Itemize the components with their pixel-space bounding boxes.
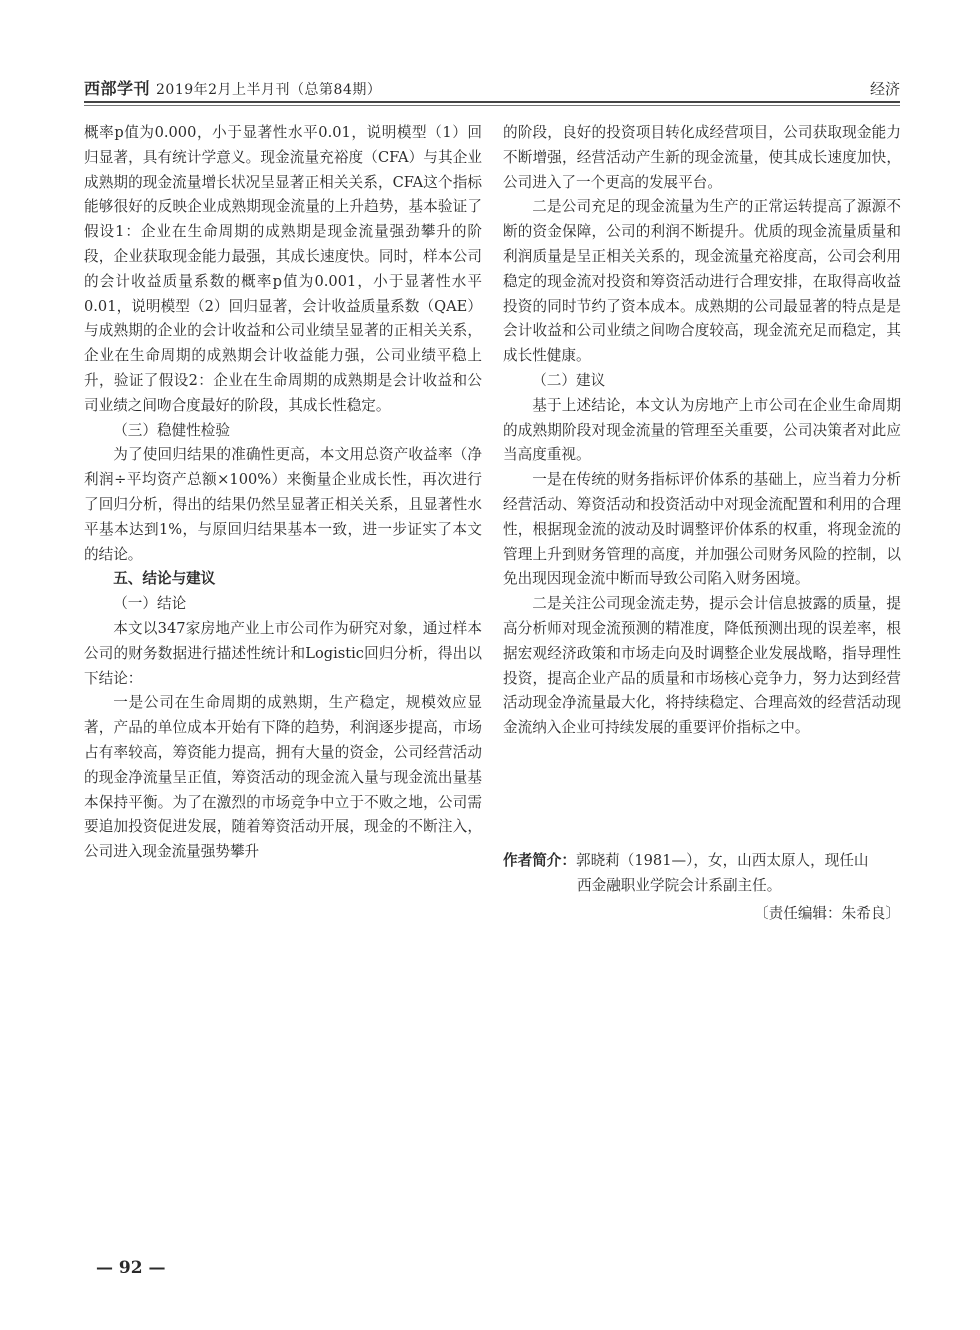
subsection-heading-conclusion: （一）结论 bbox=[113, 595, 187, 613]
section-name: 经济 bbox=[869, 80, 900, 98]
right-column bbox=[503, 121, 901, 741]
paragraph: 二是公司充足的现金流量为生产的正常运转提高了源源不断的资金保障，公司的利润不断提升。优质的现金流量质量和利润质量是呈正相关关系的，现金流量充裕度高，公司会利用稳定的现金流对投资和筹资活动进行合理安排，在取得高收益投资的同时节约了资本成本。成熟期的公司最显著的特点是是会计收益和公司业绩之间吻合度较高，现金流充足而稳定，其成长性健康。 bbox=[503, 198, 901, 365]
header-left bbox=[84, 76, 381, 99]
paragraph: 的阶段，良好的投资项目转化成经营项目，公司获取现金能力不断增强，经营活动产生新的现金流量，使其成长速度加快，公司进入了一个更高的发展平台。 bbox=[503, 124, 901, 191]
author-bio-label: 作者简介： bbox=[503, 852, 576, 869]
subsection-heading-robustness: （三）稳健性检验 bbox=[113, 421, 230, 439]
paragraph: 概率p值为0.000，小于显著性水平0.01，说明模型（1）回归显著，具有统计学意义。现金流量充裕度（CFA）与其企业成熟期的现金流量增长状况呈显著正相关关系，CFA这个指标能够很好的反映企业成熟期现金流量的上升趋势，基本验证了假设1：企业在生命周期的成熟期是现金流量强劲攀升的阶段，企业获取现金能力最强，其成长速度快。同时，样本公司的会计收益质量系数的概率p值为0.001，小于显著性水平0.01，说明模型（2）回归显著，会计收益质量系数（QAE）与成熟期的企业的会计收益和公司业绩呈显著的正相关关系，企业在生命周期的成熟期会计收益能力强，公司业绩平稳上升，验证了假设2：企业在生命周期的成熟期是会计收益和公司业绩之间吻合度最好的阶段，其成长性稳定。 bbox=[84, 124, 482, 414]
paragraph: 本文以347家房地产业上市公司作为研究对象，通过样本公司的财务数据进行描述性统计和Logistic回归分析，得出以下结论： bbox=[84, 619, 482, 687]
subsection-heading-suggestions: （二）建议 bbox=[532, 371, 606, 389]
author-bio bbox=[503, 848, 901, 898]
author-bio-line1: 郭晓莉（1981—），女，山西太原人，现任山 bbox=[575, 852, 869, 869]
paragraph: 一是公司在生命周期的成熟期，生产稳定，规模效应显著，产品的单位成本开始有下降的趋势，利润逐步提高，市场占有率较高，筹资能力提高，拥有大量的资金，公司经营活动的现金净流量呈正值，筹资活动的现金流入量与现金流出量基本保持平衡。为了在激烈的市场竞争中立于不败之地，公司需要追加投资促进发展，随着筹资活动开展，现金的不断注入，公司进入现金流量强势攀升 bbox=[84, 694, 482, 861]
paragraph: 基于上述结论，本文认为房地产上市公司在企业生命周期的成熟期阶段对现金流量的管理至关重要，公司决策者对此应当高度重视。 bbox=[503, 396, 901, 464]
left-column bbox=[84, 121, 482, 865]
header-rule-thin bbox=[84, 105, 900, 106]
section-heading: 五、结论与建议 bbox=[113, 570, 216, 588]
paragraph: 二是关注公司现金流走势，提示会计信息披露的质量，提高分析师对现金流预测的精准度，降低预测出现的误差率，根据宏观经济政策和市场走向及时调整企业发展战略，指导理性投资，提高企业产品的质量和市场核心竞争力，努力达到经营活动现金净流量最大化，将持续稳定、合理高效的经营活动现金流纳入企业可持续发展的重要评价指标之中。 bbox=[503, 595, 901, 737]
paragraph: 为了使回归结果的准确性更高，本文用总资产收益率（净利润÷平均资产总额×100%）来衡量企业成长性，再次进行了回归分析，得出的结果仍然呈显著正相关关系，且显著性水平基本达到1%，与原回归结果基本一致，进一步证实了本文的结论。 bbox=[84, 446, 482, 563]
paragraph: 一是在传统的财务指标评价体系的基础上，应当着力分析经营活动、筹资活动和投资活动中对现金流配置和利用的合理性，根据现金流的波动及时调整评价体系的权重，将现金流的管理上升到财务管理的高度，并加强公司财务风险的控制，以免出现因现金流中断而导致公司陷入财务困境。 bbox=[503, 471, 901, 588]
journal-name: 西部学刊 bbox=[84, 79, 151, 98]
page-number: — 92 — bbox=[96, 1258, 166, 1278]
header-rule bbox=[84, 101, 900, 103]
page-header bbox=[84, 72, 900, 98]
issue-info: 2019年2月上半月刊（总第84期） bbox=[156, 82, 382, 98]
responsible-editor: 〔责任编辑：朱希良〕 bbox=[754, 905, 900, 922]
author-bio-line2: 西金融职业学院会计系副主任。 bbox=[577, 877, 782, 894]
